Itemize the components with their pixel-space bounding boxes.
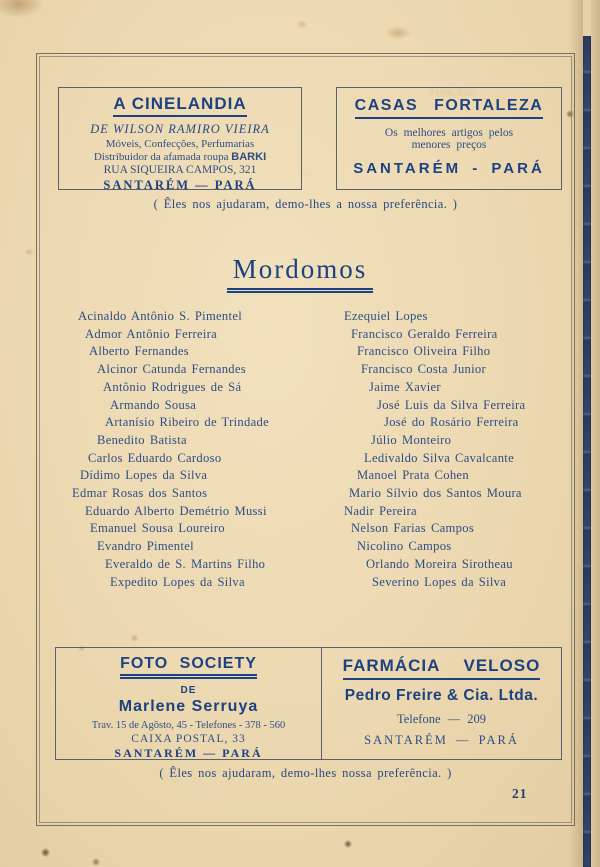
ad-fortaleza-tagline2: menores preços: [411, 139, 487, 151]
binding-shadow: [569, 0, 583, 867]
ad-bottom-row: [55, 647, 562, 760]
member-name: Júlio Monteiro: [371, 432, 452, 447]
member-name: Jaime Xavier: [369, 379, 441, 394]
member-name: Carlos Eduardo Cardoso: [88, 450, 222, 465]
member-name: Orlando Moreira Sirotheau: [366, 556, 513, 571]
member-name: Mario Sílvio dos Santos Moura: [349, 486, 522, 501]
ad-farmacia-owner: Pedro Freire & Cia. Ltda.: [344, 687, 539, 704]
ad-fortaleza-title: CASAS FORTALEZA: [355, 97, 544, 119]
ad-farmacia-phone: Telefone — 209: [396, 712, 487, 726]
member-name: José do Rosário Ferreira: [384, 415, 519, 430]
ad-cinelandia-line2: [59, 151, 301, 163]
stain: [296, 20, 308, 29]
ad-cinelandia-title: A CINELANDIA: [113, 94, 246, 117]
member-name: Alberto Fernandes: [89, 344, 189, 359]
ad-foto-caixa: CAIXA POSTAL, 33: [131, 733, 246, 745]
stain: [385, 26, 411, 40]
bleedthrough-text: rancisc: [430, 84, 475, 100]
slogan-bottom: ( Êles nos ajudaram, demo-lhes nossa preferência. ): [159, 766, 452, 780]
member-name: Antônio Rodrigues de Sá: [103, 379, 242, 394]
stain: [92, 858, 100, 866]
ad-cinelandia-owner: DE WILSON RAMIRO VIEIRA: [90, 122, 270, 136]
ad-foto-society: [56, 648, 322, 759]
ad-cinelandia-address: RUA SIQUEIRA CAMPOS, 321: [103, 164, 257, 176]
ad-foto-de: DE: [180, 685, 197, 696]
member-name: Benedito Batista: [97, 432, 187, 447]
ad-fortaleza-tagline1: Os melhores artigos pelos: [384, 127, 514, 139]
ad-farmacia-city: SANTARÉM — PARÁ: [364, 733, 519, 747]
ad-cinelandia-line2-text: Distribuidor da afamada roupa: [93, 151, 232, 163]
member-name: Everaldo de S. Martins Filho: [105, 556, 266, 571]
member-name: Ledivaldo Silva Cavalcante: [364, 450, 514, 465]
stain: [344, 840, 352, 848]
page-title: Mordomos: [227, 254, 374, 293]
corner-stain: [0, 0, 44, 18]
member-name: Expedito Lopes da Silva: [110, 574, 245, 589]
ad-farmacia-title: FARMÁCIA VELOSO: [343, 656, 541, 680]
slogan-top: ( Êles nos ajudaram, demo-lhes a nossa preferência. ): [153, 197, 458, 211]
binding-strip: [583, 36, 591, 867]
member-name: Manoel Prata Cohen: [357, 468, 469, 483]
member-name: Francisco Costa Junior: [361, 362, 487, 377]
member-name: Ezequiel Lopes: [344, 309, 428, 323]
ad-cinelandia-brand: BARKI: [231, 151, 267, 163]
member-name: Dídimo Lopes da Silva: [80, 468, 208, 483]
stain: [41, 848, 50, 857]
ad-foto-city: SANTARÉM — PARÁ: [114, 746, 263, 760]
member-name: Edmar Rosas dos Santos: [72, 486, 208, 501]
ad-foto-owner: Marlene Serruya: [118, 698, 259, 715]
member-name: Artanísio Ribeiro de Trindade: [105, 415, 269, 430]
members-column-right: [344, 308, 574, 591]
ad-fortaleza-city: SANTARÉM - PARÁ: [353, 160, 545, 177]
members-column-left: [72, 308, 312, 591]
member-name: Francisco Geraldo Ferreira: [351, 326, 498, 341]
bleedthrough-text: ......: [300, 166, 317, 178]
page-number: 21: [512, 786, 528, 801]
member-name: José Luis da Silva Ferreira: [377, 397, 526, 412]
member-name: Nicolino Campos: [357, 539, 452, 554]
member-name: Evandro Pimentel: [97, 539, 194, 554]
member-name: Nadir Pereira: [344, 503, 417, 518]
page-edge: [591, 0, 600, 867]
ad-foto-address: Trav. 15 de Agôsto, 45 - Telefones - 378 - 560: [91, 720, 286, 731]
member-name: Alcinor Catunda Fernandes: [97, 362, 246, 377]
ad-cinelandia: [58, 87, 302, 190]
ad-cinelandia-line1: Móveis, Confecções, Perfumarias: [105, 138, 255, 150]
member-name: Severino Lopes da Silva: [372, 574, 507, 589]
member-name: Acinaldo Antônio S. Pimentel: [78, 309, 243, 323]
member-name: Emanuel Sousa Loureiro: [90, 521, 225, 536]
member-name: Nelson Farias Campos: [351, 521, 475, 536]
section-title-wrap: [0, 254, 600, 293]
member-name: Francisco Oliveira Filho: [357, 344, 491, 359]
ad-cinelandia-city: SANTARÉM — PARÁ: [103, 178, 257, 192]
member-name: Admor Antônio Ferreira: [85, 326, 218, 341]
member-name: Eduardo Alberto Demétrio Mussi: [85, 503, 267, 518]
ad-foto-title: FOTO SOCIETY: [120, 655, 257, 679]
ad-fortaleza: [336, 87, 562, 190]
ad-farmacia-veloso: [322, 648, 561, 759]
member-name: Armando Sousa: [110, 397, 197, 412]
